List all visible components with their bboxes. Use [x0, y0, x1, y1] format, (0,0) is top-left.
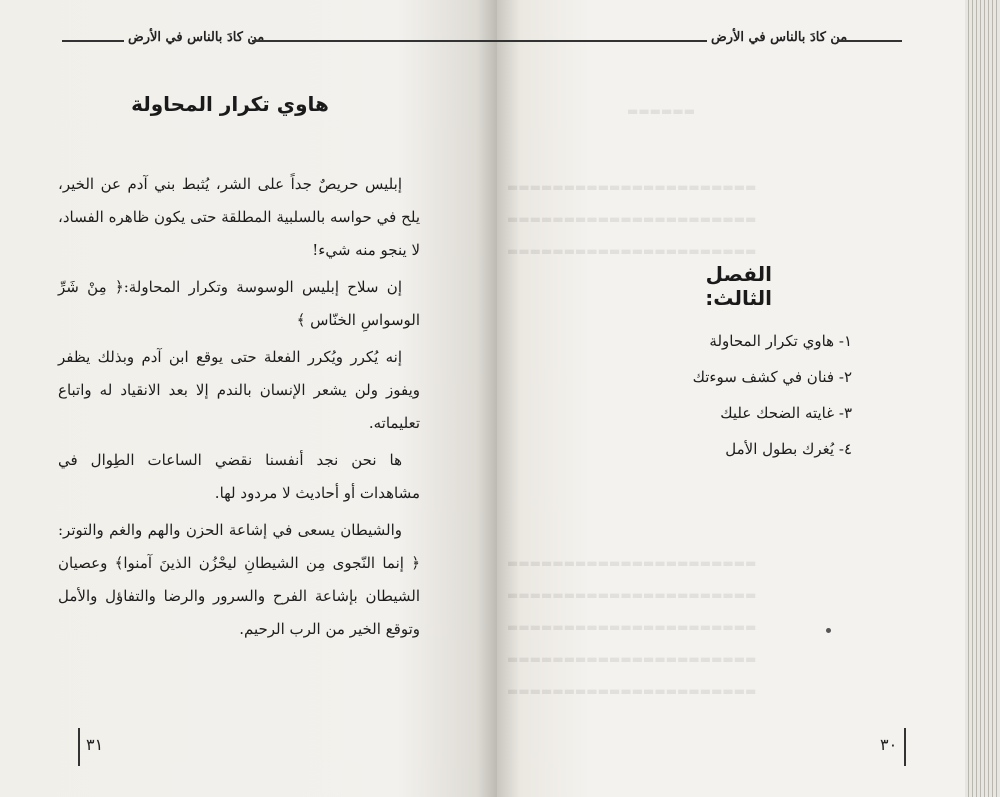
body-text — [58, 168, 420, 650]
footer-bar-right — [904, 728, 906, 766]
paragraph: ها نحن نجد أنفسنا نقضي الساعات الطِوال في مشاهدات أو أحاديث لا مردود لها. — [58, 451, 420, 502]
header-rule-right-a — [497, 40, 707, 42]
show-through-text: ▬▬▬▬▬▬▬▬▬▬▬▬▬▬▬▬▬▬▬▬▬▬ — [507, 556, 757, 570]
header-rule-left-a — [62, 40, 124, 42]
show-through-text: ▬▬▬▬▬▬▬▬▬▬▬▬▬▬▬▬▬▬▬▬▬▬ — [507, 620, 757, 634]
running-head-left: من كادَ بالناس في الأرض — [128, 30, 265, 45]
header-rule-left-b — [252, 40, 497, 42]
show-through-text: ▬▬▬▬▬▬▬▬▬▬▬▬▬▬▬▬▬▬▬▬▬▬ — [507, 244, 757, 258]
paragraph: إنه يُكرر ويُكرر الفعلة حتى يوقع ابن آدم وبذلك يظفر ويفوز ولن يشعر الإنسان بالندم إلا بعد الانقياد له واتباع تعليماته. — [58, 348, 420, 432]
footer-bar-left — [78, 728, 80, 766]
paragraph: والشيطان يسعى في إشاعة الحزن والهم والغم والتوتر:﴿ إنما النّجوى مِن الشيطانِ ليحْزُن الذينَ آمنوا﴾ وعصيان الشيطان بإشاعة الفرح والسرور والرضا والتفاؤل والأمل وتوقع الخير من الرب الرحيم. — [58, 521, 420, 638]
chapter-heading: الفصل الثالث: — [705, 262, 772, 310]
section-title: هاوي تكرار المحاولة — [131, 92, 329, 116]
show-through-text: ▬▬▬▬▬▬ — [627, 104, 696, 118]
page-number-left: ٣١ — [86, 735, 104, 754]
chapter-contents-list — [640, 330, 852, 474]
page-edges — [965, 0, 1000, 797]
list-item: ٤- يُغرك بطول الأمل — [725, 440, 852, 458]
list-item: ١- هاوي تكرار المحاولة — [709, 332, 852, 350]
list-item: ٢- فنان في كشف سوءتك — [692, 368, 852, 386]
paragraph: إبليس حريصٌ جداً على الشر، يُثبط بني آدم عن الخير، يلح في حواسه بالسلبية المطلقة حتى يكون ظاهره الفساد، لا ينجو منه شيء! — [58, 175, 420, 259]
page-number-right: ٣٠ — [880, 735, 898, 754]
show-through-text: ▬▬▬▬▬▬▬▬▬▬▬▬▬▬▬▬▬▬▬▬▬▬ — [507, 652, 757, 666]
running-head-right: من كادَ بالناس في الأرض — [711, 30, 848, 45]
left-page — [0, 0, 497, 797]
show-through-text: ▬▬▬▬▬▬▬▬▬▬▬▬▬▬▬▬▬▬▬▬▬▬ — [507, 180, 757, 194]
show-through-text: ▬▬▬▬▬▬▬▬▬▬▬▬▬▬▬▬▬▬▬▬▬▬ — [507, 588, 757, 602]
show-through-text: ▬▬▬▬▬▬▬▬▬▬▬▬▬▬▬▬▬▬▬▬▬▬ — [507, 212, 757, 226]
paper-speck — [826, 628, 831, 633]
show-through-text: ▬▬▬▬▬▬▬▬▬▬▬▬▬▬▬▬▬▬▬▬▬▬ — [507, 684, 757, 698]
header-rule-right-b — [837, 40, 902, 42]
paragraph: إن سلاح إبليس الوسوسة وتكرار المحاولة:﴿ مِنْ شَرِّ الوسواسِ الخنّاس ﴾ — [58, 278, 420, 329]
list-item: ٣- غايته الضحك عليك — [720, 404, 852, 422]
